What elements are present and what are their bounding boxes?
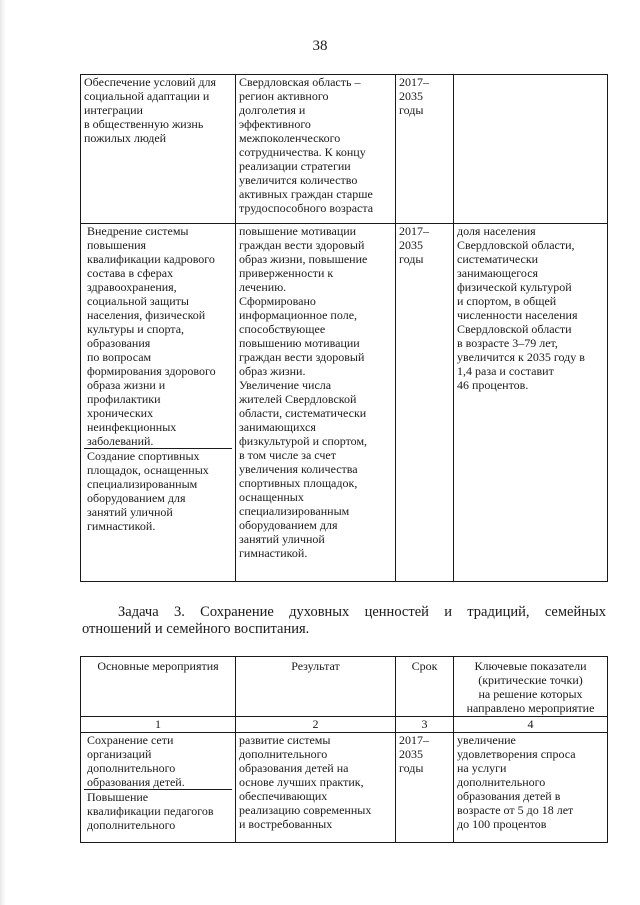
text-line: образа жизни и: [87, 378, 166, 392]
result-cell: [236, 733, 396, 843]
text-line: увеличения количества: [239, 462, 358, 476]
text-line: дополнительного: [239, 747, 328, 761]
text-line: граждан вести здоровый: [239, 238, 365, 252]
text-line: систематически: [457, 252, 539, 266]
text-line: по вопросам: [87, 350, 152, 364]
text-line: Ключевые показатели: [474, 659, 587, 673]
text-line: способствующее: [239, 322, 326, 336]
text-line: занимающихся: [239, 420, 316, 434]
text-line: и спортом, в общей: [457, 294, 557, 308]
text-line: развитие системы: [239, 733, 331, 747]
text-line: (критические точки): [478, 673, 583, 687]
text-line: интеграции: [84, 103, 143, 117]
text-line: Срок: [411, 659, 438, 673]
text-line: направлено мероприятие: [466, 701, 595, 715]
text-line: занятий уличной: [87, 505, 173, 519]
text-line: удовлетворения спроса: [457, 747, 576, 761]
text-line: 2035: [399, 238, 423, 252]
text-line: хронических: [87, 406, 154, 420]
text-line: образования: [87, 336, 151, 350]
text-line: до 100 процентов: [457, 817, 547, 831]
text-line: 1,4 раза и составит: [457, 364, 554, 378]
text-line: образования детей на: [239, 761, 349, 775]
text-line: трудоспособного возраста: [239, 201, 374, 215]
text-line: долголетия и: [239, 103, 306, 117]
period-cell: [396, 224, 454, 582]
text-line: 2017–: [399, 224, 429, 238]
column-number: 1: [81, 717, 236, 733]
header-indicator: [454, 657, 608, 717]
text-line: эффективного: [239, 117, 311, 131]
text-line: специализированным: [87, 477, 198, 491]
text-line: 2035: [399, 747, 423, 761]
task-heading: [82, 604, 606, 638]
text-line: и востребованных: [239, 817, 333, 831]
text-line: Внедрение системы: [87, 224, 189, 238]
text-line: численности населения: [457, 308, 578, 322]
text-line: межпоколенческого: [239, 131, 341, 145]
text-line: Результат: [291, 659, 340, 673]
text-line: на услуги: [457, 761, 507, 775]
text-line: специализированным: [239, 504, 350, 518]
text-line: оснащенных: [239, 490, 304, 504]
result-cell: [236, 224, 396, 582]
text-line: образ жизни, повышение: [239, 252, 368, 266]
result-cell: [236, 75, 396, 224]
text-line: 2035: [399, 89, 423, 103]
text-line: состава в сферах: [87, 266, 174, 280]
text-line: спортивных площадок,: [239, 476, 358, 490]
text-line: реализации стратегии: [239, 159, 351, 173]
text-line: увеличение: [457, 733, 516, 747]
text-line: гимнастикой.: [87, 519, 156, 533]
task3-table: [80, 656, 608, 843]
text-line: социальной защиты: [87, 294, 189, 308]
text-line: оборудованием для: [87, 491, 186, 505]
text-line: организаций: [87, 747, 152, 761]
text-line: возрасте от 5 до 18 лет: [457, 803, 574, 817]
text-line: граждан вести здоровый: [239, 350, 365, 364]
header-row: [81, 657, 608, 717]
text-line: в общественную жизнь: [84, 117, 204, 131]
text-line: Свердловской области: [457, 322, 572, 336]
indicator-cell: [454, 733, 608, 843]
table-row: [81, 75, 608, 224]
activity-cell: [81, 224, 236, 582]
text-line: 2017–: [399, 733, 429, 747]
text-line: доля населения: [457, 224, 536, 238]
text-line: Повышение: [87, 790, 149, 804]
text-line: в том числе за счет: [239, 448, 336, 462]
column-number: 4: [454, 717, 608, 733]
activity-cell: [81, 733, 236, 843]
indicator-cell: [454, 75, 608, 224]
header-activity: [81, 657, 236, 717]
text-line: физкультурой и спортом,: [239, 434, 368, 448]
text-line: 2017–: [399, 75, 429, 89]
text-line: Создание спортивных: [87, 449, 200, 463]
text-line: Сохранение сети: [87, 733, 174, 747]
text-line: приверженности к: [239, 266, 334, 280]
text-line: реализацию современных: [239, 803, 372, 817]
table-row: [81, 224, 608, 582]
period-cell: [396, 733, 454, 843]
column-number: 2: [236, 717, 396, 733]
text-line: образ жизни.: [239, 364, 306, 378]
text-line: годы: [399, 103, 424, 117]
text-line: информационное поле,: [239, 308, 358, 322]
period-cell: [396, 75, 454, 224]
text-line: пожилых людей: [84, 131, 167, 145]
text-line: профилактики: [87, 392, 161, 406]
text-line: повышение мотивации: [239, 224, 357, 238]
text-line: формирования здорового: [87, 364, 216, 378]
text-line: области, систематически: [239, 406, 367, 420]
text-line: Основные мероприятия: [97, 659, 219, 673]
text-line: неинфекционных: [87, 420, 177, 434]
text-line: Сформировано: [239, 294, 316, 308]
text-line: заболеваний.: [87, 434, 154, 448]
text-line: квалификации кадрового: [87, 252, 215, 266]
text-line: Обеспечение условий для: [84, 75, 216, 89]
text-line: увеличится к 2035 году в: [457, 350, 585, 364]
text-line: 46 процентов.: [457, 378, 529, 392]
text-line: социальной адаптации и: [84, 89, 210, 103]
scan-edge-shadow: [0, 0, 6, 905]
header-result: [236, 657, 396, 717]
text-line: Свердловская область –: [239, 75, 361, 89]
text-line: культуры и спорта,: [87, 322, 185, 336]
text-line: квалификации педагогов: [87, 804, 214, 818]
text-line: лечению.: [239, 280, 287, 294]
text-line: Свердловской области,: [457, 238, 575, 252]
text-line: занятий уличной: [239, 532, 325, 546]
column-number-row: [81, 717, 608, 733]
text-line: регион активного: [239, 89, 329, 103]
text-line: здравоохранения,: [87, 280, 177, 294]
column-number: 3: [396, 717, 454, 733]
text-line: занимающегося: [457, 266, 539, 280]
text-line: сотрудничества. К концу: [239, 145, 366, 159]
text-line: годы: [399, 761, 424, 775]
text-line: дополнительного: [87, 761, 176, 775]
text-line: годы: [399, 252, 424, 266]
text-line: образования детей.: [87, 775, 185, 789]
page-number: 38: [312, 38, 328, 54]
text-line: площадок, оснащенных: [87, 463, 209, 477]
text-line: жителей Свердловской: [239, 392, 357, 406]
strategy-table-continued: [80, 74, 608, 582]
text-line: физической культурой: [457, 280, 572, 294]
text-line: дополнительного: [87, 818, 176, 832]
table-row: [81, 733, 608, 843]
activity-training: [84, 224, 232, 449]
text-line: обеспечивающих: [239, 789, 328, 803]
text-line: гимнастикой.: [239, 546, 308, 560]
text-line: на решение которых: [478, 687, 583, 701]
activity-sport-grounds: [84, 449, 232, 533]
text-line: оборудованием для: [239, 518, 338, 532]
text-line: Увеличение числа: [239, 378, 332, 392]
header-period: [396, 657, 454, 717]
task-heading-line: отношений и семейного воспитания.: [82, 621, 310, 637]
text-line: активных граждан старше: [239, 187, 373, 201]
activity-network: [84, 733, 232, 790]
task-heading-line: Задача 3. Сохранение духовных ценностей и традиций, семейных: [118, 604, 606, 620]
text-line: дополнительного: [457, 775, 546, 789]
text-line: повышению мотивации: [239, 336, 360, 350]
text-line: образования детей в: [457, 789, 561, 803]
activity-teacher-training: [84, 790, 232, 832]
text-line: основе лучших практик,: [239, 775, 364, 789]
activity-cell: [81, 75, 236, 224]
text-line: в возрасте 3–79 лет,: [457, 336, 558, 350]
text-line: населения, физической: [87, 308, 206, 322]
text-line: повышения: [87, 238, 147, 252]
indicator-cell: [454, 224, 608, 582]
text-line: увеличится количество: [239, 173, 358, 187]
